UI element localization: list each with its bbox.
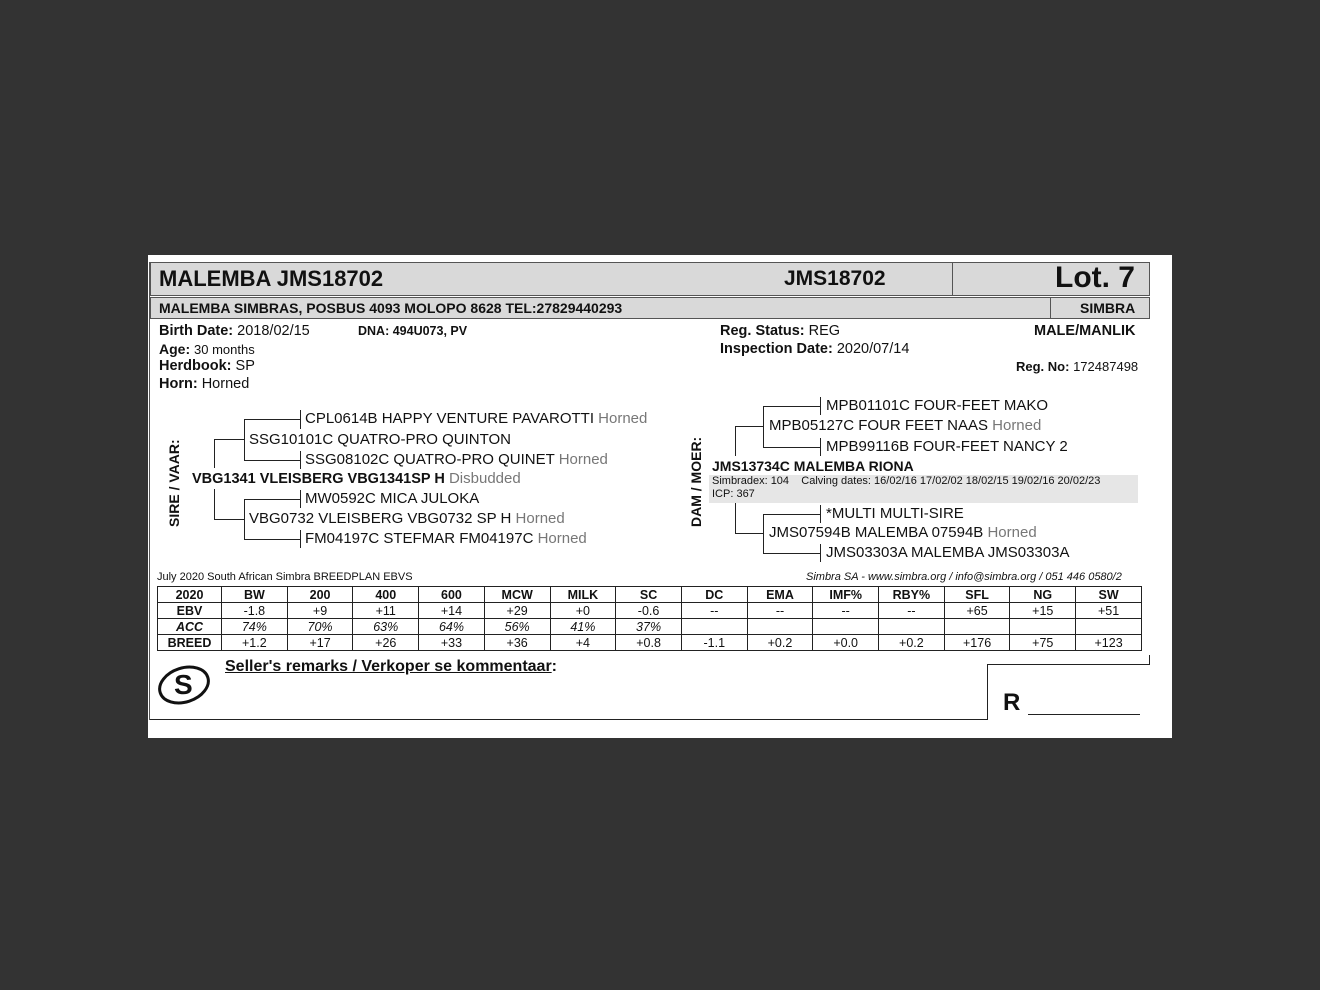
- ebv-col-header: NG: [1010, 587, 1076, 603]
- ebv-cell: +0.8: [616, 635, 682, 651]
- border-line: [149, 262, 150, 720]
- ebv-cell: 64%: [419, 619, 485, 635]
- dam-dam-sire: *MULTI MULTI-SIRE: [826, 505, 964, 522]
- pedigree-line: [763, 514, 764, 554]
- pedigree-line: [300, 490, 301, 508]
- animal-id: JMS18702: [784, 267, 886, 290]
- ebv-row-label: ACC: [158, 619, 222, 635]
- dam-label: DAM / MOER:: [688, 436, 704, 527]
- seller-remarks-label: Seller's remarks / Verkoper se kommentaar:: [225, 658, 557, 675]
- ebv-cell: [681, 619, 747, 635]
- ebv-cell: [747, 619, 813, 635]
- ebv-cell: -1.8: [222, 603, 288, 619]
- ebv-header-row: [158, 587, 1142, 603]
- ebv-cell: 37%: [616, 619, 682, 635]
- ebv-cell: 74%: [222, 619, 288, 635]
- animal-name: MALEMBA JMS18702: [159, 266, 384, 291]
- lot-number: Lot. 7: [1055, 261, 1135, 294]
- reg-status: Reg. Status: REG: [720, 323, 841, 339]
- dam-sire-dam: MPB99116B FOUR-FEET NANCY 2: [826, 438, 1068, 455]
- inspection-date: Inspection Date: 2020/07/14: [720, 341, 910, 357]
- ebv-cell: --: [747, 603, 813, 619]
- dna-info: DNA: 494U073, PV: [358, 324, 468, 338]
- pedigree-line: [763, 406, 821, 407]
- pedigree-line: [214, 439, 215, 468]
- ebv-cell: [944, 619, 1010, 635]
- ebv-cell: --: [879, 603, 945, 619]
- ebv-cell: +26: [353, 635, 419, 651]
- ebv-cell: +65: [944, 603, 1010, 619]
- ebv-cell: --: [681, 603, 747, 619]
- pedigree-line: [300, 530, 301, 548]
- ebv-cell: +0.2: [747, 635, 813, 651]
- birth-date: Birth Date: 2018/02/15: [159, 323, 310, 339]
- ebv-row: [158, 619, 1142, 635]
- ebv-cell: +176: [944, 635, 1010, 651]
- dam-sire-sire: MPB01101C FOUR-FEET MAKO: [826, 397, 1048, 414]
- ebv-cell: 56%: [484, 619, 550, 635]
- ebv-cell: 41%: [550, 619, 616, 635]
- ebv-cell: +36: [484, 635, 550, 651]
- ebv-col-header: SW: [1076, 587, 1142, 603]
- sire-dam-dam: FM04197C STEFMAR FM04197C Horned: [305, 530, 587, 547]
- divider: [1050, 297, 1051, 319]
- ebv-cell: --: [813, 603, 879, 619]
- ebv-table: [157, 586, 1142, 651]
- reg-number: Reg. No: 172487498: [1016, 359, 1139, 374]
- sire-sire: SSG10101C QUATRO-PRO QUINTON: [249, 431, 512, 448]
- logo-letter: S: [174, 669, 193, 700]
- ebv-col-header: 200: [287, 587, 353, 603]
- pedigree-line: [244, 499, 300, 500]
- sire-label: SIRE / VAAR:: [166, 439, 182, 527]
- price-field[interactable]: [1028, 714, 1140, 715]
- dam-name: JMS13734C MALEMBA RIONA: [712, 458, 914, 474]
- ebv-cell: +1.2: [222, 635, 288, 651]
- ebv-cell: +29: [484, 603, 550, 619]
- pedigree-line: [214, 489, 215, 519]
- ebv-col-header: 600: [419, 587, 485, 603]
- ebv-cell: +11: [353, 603, 419, 619]
- dam-dam: JMS07594B MALEMBA 07594B Horned: [769, 524, 1037, 541]
- border-line: [987, 664, 1150, 665]
- pedigree-line: [763, 514, 821, 515]
- ebv-cell: +4: [550, 635, 616, 651]
- pedigree-line: [820, 438, 821, 456]
- ebv-row: [158, 603, 1142, 619]
- ebv-col-header: SFL: [944, 587, 1010, 603]
- ebv-cell: +75: [1010, 635, 1076, 651]
- pedigree-line: [820, 544, 821, 562]
- horn-status: Horn: Horned: [159, 376, 250, 392]
- breed-name: SIMBRA: [1080, 300, 1136, 316]
- dam-simbradex: Simbradex: 104 Calving dates: 16/02/16 17/02/02 18/02/15 19/02/16 20/02/23: [712, 475, 1101, 487]
- ebv-title: July 2020 South African Simbra BREEDPLAN EBVS: [157, 571, 413, 583]
- pedigree-line: [214, 439, 245, 440]
- pedigree-line: [735, 426, 736, 456]
- ebv-cell: -1.1: [681, 635, 747, 651]
- border-line: [987, 664, 988, 720]
- pedigree-line: [735, 503, 736, 533]
- breeder-info: MALEMBA SIMBRAS, POSBUS 4093 MOLOPO 8628 TEL:27829440293: [159, 300, 623, 316]
- pedigree-line: [214, 519, 245, 520]
- ebv-row-label: EBV: [158, 603, 222, 619]
- ebv-cell: [1076, 619, 1142, 635]
- pedigree-line: [763, 406, 764, 448]
- pedigree-line: [820, 397, 821, 415]
- border-line: [149, 719, 988, 720]
- age: Age: 30 months: [159, 341, 255, 357]
- ebv-col-header: MILK: [550, 587, 616, 603]
- ebv-col-header: 400: [353, 587, 419, 603]
- ebv-cell: 70%: [287, 619, 353, 635]
- pedigree-line: [735, 426, 764, 427]
- ebv-cell: +15: [1010, 603, 1076, 619]
- pedigree-line: [244, 499, 245, 540]
- ebv-col-header: DC: [681, 587, 747, 603]
- pedigree-line: [735, 533, 764, 534]
- dam-sire: MPB05127C FOUR FEET NAAS Horned: [769, 417, 1042, 434]
- pedigree-line: [820, 505, 821, 523]
- herdbook: Herdbook: SP: [159, 358, 255, 374]
- ebv-cell: +14: [419, 603, 485, 619]
- ebv-cell: +123: [1076, 635, 1142, 651]
- pedigree-line: [244, 539, 300, 540]
- ebv-cell: 63%: [353, 619, 419, 635]
- pedigree-line: [300, 410, 301, 429]
- ebv-col-header: 2020: [158, 587, 222, 603]
- ebv-cell: [813, 619, 879, 635]
- dam-icp: ICP: 367: [712, 488, 755, 500]
- ebv-cell: +17: [287, 635, 353, 651]
- sire-sire-sire: CPL0614B HAPPY VENTURE PAVAROTTI Horned: [305, 410, 648, 427]
- ebv-col-header: RBY%: [879, 587, 945, 603]
- ebv-col-header: SC: [616, 587, 682, 603]
- contact-info: Simbra SA - www.simbra.org / info@simbra.org / 051 446 0580/2: [806, 571, 1122, 583]
- ebv-col-header: MCW: [484, 587, 550, 603]
- ebv-cell: +0.2: [879, 635, 945, 651]
- ebv-row: [158, 635, 1142, 651]
- price-label: R: [1003, 689, 1021, 716]
- pedigree-line: [244, 419, 300, 420]
- ebv-col-header: IMF%: [813, 587, 879, 603]
- ebv-cell: [1010, 619, 1076, 635]
- simbra-logo-icon: [157, 660, 213, 708]
- ebv-row-label: BREED: [158, 635, 222, 651]
- sex: MALE/MANLIK: [1034, 323, 1136, 339]
- divider: [952, 262, 953, 296]
- ebv-col-header: EMA: [747, 587, 813, 603]
- ebv-cell: +51: [1076, 603, 1142, 619]
- ebv-cell: +33: [419, 635, 485, 651]
- sire-sire-dam: SSG08102C QUATRO-PRO QUINET Horned: [305, 451, 608, 468]
- ebv-cell: -0.6: [616, 603, 682, 619]
- ebv-cell: [879, 619, 945, 635]
- ebv-cell: +0: [550, 603, 616, 619]
- sire-dam: VBG0732 VLEISBERG VBG0732 SP H Horned: [249, 510, 565, 527]
- dam-dam-dam: JMS03303A MALEMBA JMS03303A: [826, 544, 1070, 561]
- ebv-col-header: BW: [222, 587, 288, 603]
- ebv-cell: +9: [287, 603, 353, 619]
- pedigree-line: [300, 451, 301, 469]
- pedigree-line: [763, 553, 821, 554]
- sire-name: VBG1341 VLEISBERG VBG1341SP H Disbudded: [192, 470, 521, 487]
- pedigree-line: [244, 460, 300, 461]
- sire-dam-sire: MW0592C MICA JULOKA: [305, 490, 480, 507]
- ebv-cell: +0.0: [813, 635, 879, 651]
- pedigree-line: [763, 447, 821, 448]
